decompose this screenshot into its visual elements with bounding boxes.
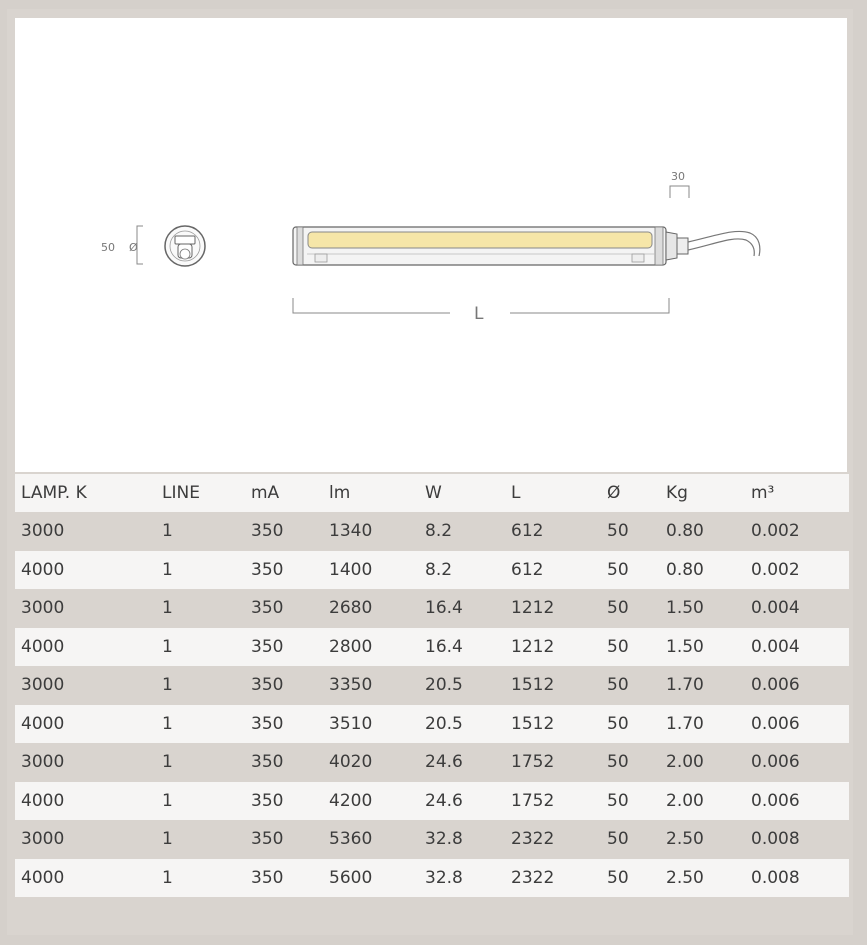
length-label: L bbox=[474, 304, 484, 324]
cable-dim-bracket bbox=[670, 186, 689, 198]
led-strip bbox=[308, 232, 652, 248]
table-cell: 4200 bbox=[329, 790, 373, 811]
table-cell: 0.008 bbox=[751, 867, 800, 888]
table-cell: 16.4 bbox=[425, 636, 463, 657]
table-cell: 612 bbox=[511, 521, 544, 542]
table-cell: 4000 bbox=[21, 867, 65, 888]
table-cell: 2322 bbox=[511, 829, 555, 850]
table-cell: 50 bbox=[607, 675, 629, 696]
table-cell: 50 bbox=[607, 598, 629, 619]
table-cell: 2.00 bbox=[666, 790, 704, 811]
table-cell: 2800 bbox=[329, 636, 373, 657]
table-cell: 0.002 bbox=[751, 521, 800, 542]
table-row bbox=[15, 512, 849, 551]
table-row bbox=[15, 820, 849, 859]
table-row bbox=[15, 705, 849, 744]
table-cell: 2.50 bbox=[666, 867, 704, 888]
table-cell: 24.6 bbox=[425, 752, 463, 773]
table-cell: 350 bbox=[251, 675, 284, 696]
column-header: mA bbox=[251, 483, 280, 503]
technical-drawing bbox=[15, 18, 847, 472]
table-cell: 3510 bbox=[329, 713, 373, 734]
table-cell: 50 bbox=[607, 713, 629, 734]
table-cell: 3000 bbox=[21, 598, 65, 619]
table-cell: 1 bbox=[162, 675, 173, 696]
column-header: lm bbox=[329, 483, 351, 503]
table-cell: 1.70 bbox=[666, 713, 704, 734]
diameter-symbol: Ø bbox=[129, 241, 138, 254]
luminaire-tube bbox=[293, 227, 760, 265]
column-header: W bbox=[425, 483, 442, 503]
table-cell: 1340 bbox=[329, 521, 373, 542]
table-cell: 4000 bbox=[21, 559, 65, 580]
table-cell: 350 bbox=[251, 790, 284, 811]
table-cell: 50 bbox=[607, 867, 629, 888]
table-cell: 1 bbox=[162, 867, 173, 888]
table-cell: 20.5 bbox=[425, 675, 463, 696]
table-cell: 1 bbox=[162, 713, 173, 734]
diameter-value: 50 bbox=[101, 241, 115, 254]
table-cell: 350 bbox=[251, 559, 284, 580]
column-header: LAMP. K bbox=[21, 483, 87, 503]
table-cell: 3000 bbox=[21, 829, 65, 850]
table-cell: 1212 bbox=[511, 598, 555, 619]
table-cell: 16.4 bbox=[425, 598, 463, 619]
table-cell: 4000 bbox=[21, 636, 65, 657]
table-row bbox=[15, 666, 849, 705]
table-cell: 2680 bbox=[329, 598, 373, 619]
table-header-row bbox=[15, 474, 849, 512]
table-cell: 1.70 bbox=[666, 675, 704, 696]
table-cell: 0.006 bbox=[751, 675, 800, 696]
column-header: m³ bbox=[751, 483, 775, 503]
length-bracket-left bbox=[293, 298, 450, 313]
table-cell: 1 bbox=[162, 598, 173, 619]
table-cell: 0.004 bbox=[751, 636, 800, 657]
table-cell: 1 bbox=[162, 752, 173, 773]
table-cell: 8.2 bbox=[425, 559, 453, 580]
table-cell: 1400 bbox=[329, 559, 373, 580]
table-cell: 2322 bbox=[511, 867, 555, 888]
table-cell: 1.50 bbox=[666, 598, 704, 619]
table-cell: 5600 bbox=[329, 867, 373, 888]
table-row bbox=[15, 743, 849, 782]
table-cell: 3000 bbox=[21, 752, 65, 773]
table-cell: 1 bbox=[162, 636, 173, 657]
diameter-bracket bbox=[137, 226, 143, 264]
table-row bbox=[15, 628, 849, 667]
table-cell: 5360 bbox=[329, 829, 373, 850]
table-cell: 350 bbox=[251, 598, 284, 619]
table-cell: 0.008 bbox=[751, 829, 800, 850]
table-cell: 0.006 bbox=[751, 713, 800, 734]
table-cell: 2.00 bbox=[666, 752, 704, 773]
table-cell: 4000 bbox=[21, 790, 65, 811]
table-cell: 1 bbox=[162, 559, 173, 580]
table-row bbox=[15, 859, 849, 898]
table-cell: 50 bbox=[607, 829, 629, 850]
table-row bbox=[15, 589, 849, 628]
spec-table bbox=[15, 474, 849, 897]
table-cell: 350 bbox=[251, 713, 284, 734]
table-cell: 32.8 bbox=[425, 829, 463, 850]
table-cell: 1512 bbox=[511, 675, 555, 696]
table-row bbox=[15, 782, 849, 821]
table-cell: 350 bbox=[251, 636, 284, 657]
table-cell: 50 bbox=[607, 636, 629, 657]
table-cell: 0.006 bbox=[751, 752, 800, 773]
table-cell: 350 bbox=[251, 867, 284, 888]
table-cell: 1.50 bbox=[666, 636, 704, 657]
column-header: L bbox=[511, 483, 521, 503]
table-cell: 3000 bbox=[21, 675, 65, 696]
table-cell: 1752 bbox=[511, 752, 555, 773]
table-cell: 1212 bbox=[511, 636, 555, 657]
table-cell: 0.80 bbox=[666, 521, 704, 542]
table-cell: 4020 bbox=[329, 752, 373, 773]
table-cell: 2.50 bbox=[666, 829, 704, 850]
table-cell: 350 bbox=[251, 521, 284, 542]
table-cell: 50 bbox=[607, 521, 629, 542]
table-cell: 1512 bbox=[511, 713, 555, 734]
column-header: Ø bbox=[607, 483, 621, 503]
table-cell: 3000 bbox=[21, 521, 65, 542]
table-cell: 20.5 bbox=[425, 713, 463, 734]
table-row bbox=[15, 551, 849, 590]
table-cell: 0.004 bbox=[751, 598, 800, 619]
table-cell: 24.6 bbox=[425, 790, 463, 811]
table-cell: 0.80 bbox=[666, 559, 704, 580]
table-cell: 0.002 bbox=[751, 559, 800, 580]
table-cell: 1 bbox=[162, 829, 173, 850]
table-cell: 1752 bbox=[511, 790, 555, 811]
column-header: Kg bbox=[666, 483, 688, 503]
table-cell: 1 bbox=[162, 521, 173, 542]
table-cell: 3350 bbox=[329, 675, 373, 696]
column-header: LINE bbox=[162, 483, 200, 503]
table-cell: 0.006 bbox=[751, 790, 800, 811]
cable-dimension: 30 bbox=[671, 170, 685, 183]
table-cell: 612 bbox=[511, 559, 544, 580]
table-cell: 50 bbox=[607, 559, 629, 580]
table-cell: 32.8 bbox=[425, 867, 463, 888]
table-cell: 1 bbox=[162, 790, 173, 811]
table-cell: 4000 bbox=[21, 713, 65, 734]
end-view-icon bbox=[165, 226, 205, 266]
table-cell: 50 bbox=[607, 790, 629, 811]
table-cell: 350 bbox=[251, 829, 284, 850]
table-cell: 50 bbox=[607, 752, 629, 773]
length-bracket-right bbox=[510, 298, 669, 313]
table-cell: 350 bbox=[251, 752, 284, 773]
table-cell: 8.2 bbox=[425, 521, 453, 542]
